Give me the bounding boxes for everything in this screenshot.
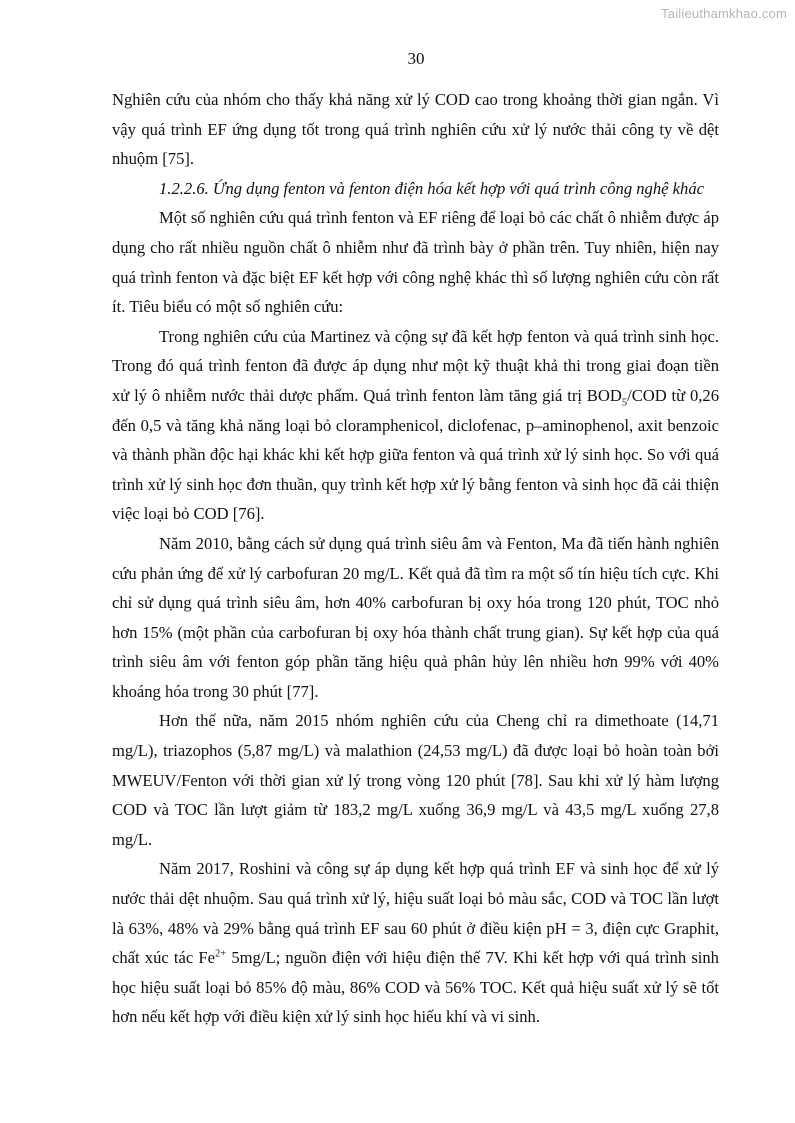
paragraph-ma-2010: Năm 2010, bằng cách sử dụng quá trình siêu âm và Fenton, Ma đã tiến hành nghiên cứu phản ứng để xử lý carbofuran 20 mg/L. Kết quả đã tìm ra một số tín hiệu tích cực. Khi chỉ sử dụng quá trình siêu âm, hơn 40% carbofuran bị oxy hóa trong 120 phút, TOC nhỏ hơn 15% (một phần của carbofuran bị oxy hóa thành chất trung gian). Sự kết hợp của quá trình siêu âm với fenton góp phần tăng hiệu quả phân hủy lên nhiều hơn 99% với 40% khoáng hóa trong 30 phút [77].: [112, 533, 719, 701]
paragraph-intro: Một số nghiên cứu quá trình fenton và EF riêng để loại bỏ các chất ô nhiễm được áp dụng cho rất nhiều nguồn chất ô nhiễm như đã trình bày ở phần trên. Tuy nhiên, hiện nay quá trình fenton và đặc biệt EF kết hợp với công nghệ khác thì số lượng nghiên cứu còn rất ít. Tiêu biểu có một số nghiên cứu:: [112, 208, 719, 317]
page-number: 30: [407, 49, 425, 68]
subscript: 5: [621, 397, 628, 409]
text-run: Năm 2017, Roshini và công sự áp dụng kết hợp quá trình EF và sinh học để xử lý nước thải dệt nhuộm. Sau quá trình xử lý, hiệu suất loại bỏ màu sắc, COD và TOC lần lượt là 63%, 48% và 29% bằng quá trình EF sau 60 phút ở điều kiện pH = 3, điện cực Graphit, chất xúc tác Fe: [112, 859, 719, 968]
document-body: [112, 85, 719, 1032]
text-run: /COD từ 0,26 đến 0,5 và tăng khả năng loại bỏ cloramphenicol, diclofenac, p–aminophenol, axit benzoic và thành phần độc hại khác khi kết hợp giữa fenton và quá trình xử lý sinh học. So với quá trình xử lý sinh học đơn thuần, quy trình kết hợp xử lý bằng fenton và sinh học đã cải thiện việc loại bỏ COD [76].: [112, 385, 719, 524]
paragraph-martinez: [112, 322, 719, 529]
text-run: Trong nghiên cứu của Martinez và cộng sự đã kết hợp fenton và quá trình sinh học. Trong đó quá trình fenton đã được áp dụng như một kỹ thuật khả thi trong giai đoạn tiền xử lý ô nhiễm nước thải dược phẩm. Quá trình fenton làm tăng giá trị BOD: [112, 326, 719, 405]
paragraph-roshini-2017: [112, 854, 719, 1032]
watermark: Tailieuthamkhao.com: [661, 6, 787, 21]
text-run: 5mg/L; nguồn điện với hiệu điện thế 7V. Khi kết hợp với quá trình sinh học hiệu suất loại bỏ 85% độ màu, 86% COD và 56% TOC. Kết quả hiệu suất xử lý sẽ tốt hơn nếu kết hợp với điều kiện xử lý sinh học hiếu khí và vi sinh.: [112, 948, 719, 1027]
section-heading: 1.2.2.6. Ứng dụng fenton và fenton điện hóa kết hợp với quá trình công nghệ khác: [159, 178, 704, 198]
paragraph-cheng-2015: Hơn thế nữa, năm 2015 nhóm nghiên cứu của Cheng chỉ ra dimethoate (14,71 mg/L), triazophos (5,87 mg/L) và malathion (24,53 mg/L) đã được loại bỏ hoàn toàn bởi MWEUV/Fenton với thời gian xử lý trong vòng 120 phút [78]. Sau khi xử lý hàm lượng COD và TOC lần lượt giảm từ 183,2 mg/L xuống 36,9 mg/L và 43,5 mg/L xuống 27,8 mg/L.: [112, 711, 719, 849]
paragraph-continuation: Nghiên cứu của nhóm cho thấy khả năng xử lý COD cao trong khoảng thời gian ngắn. Vì vậy quá trình EF ứng dụng tốt trong quá trình nghiên cứu xử lý nước thải công ty về dệt nhuộm [75].: [112, 90, 719, 169]
superscript: 2+: [215, 948, 227, 960]
